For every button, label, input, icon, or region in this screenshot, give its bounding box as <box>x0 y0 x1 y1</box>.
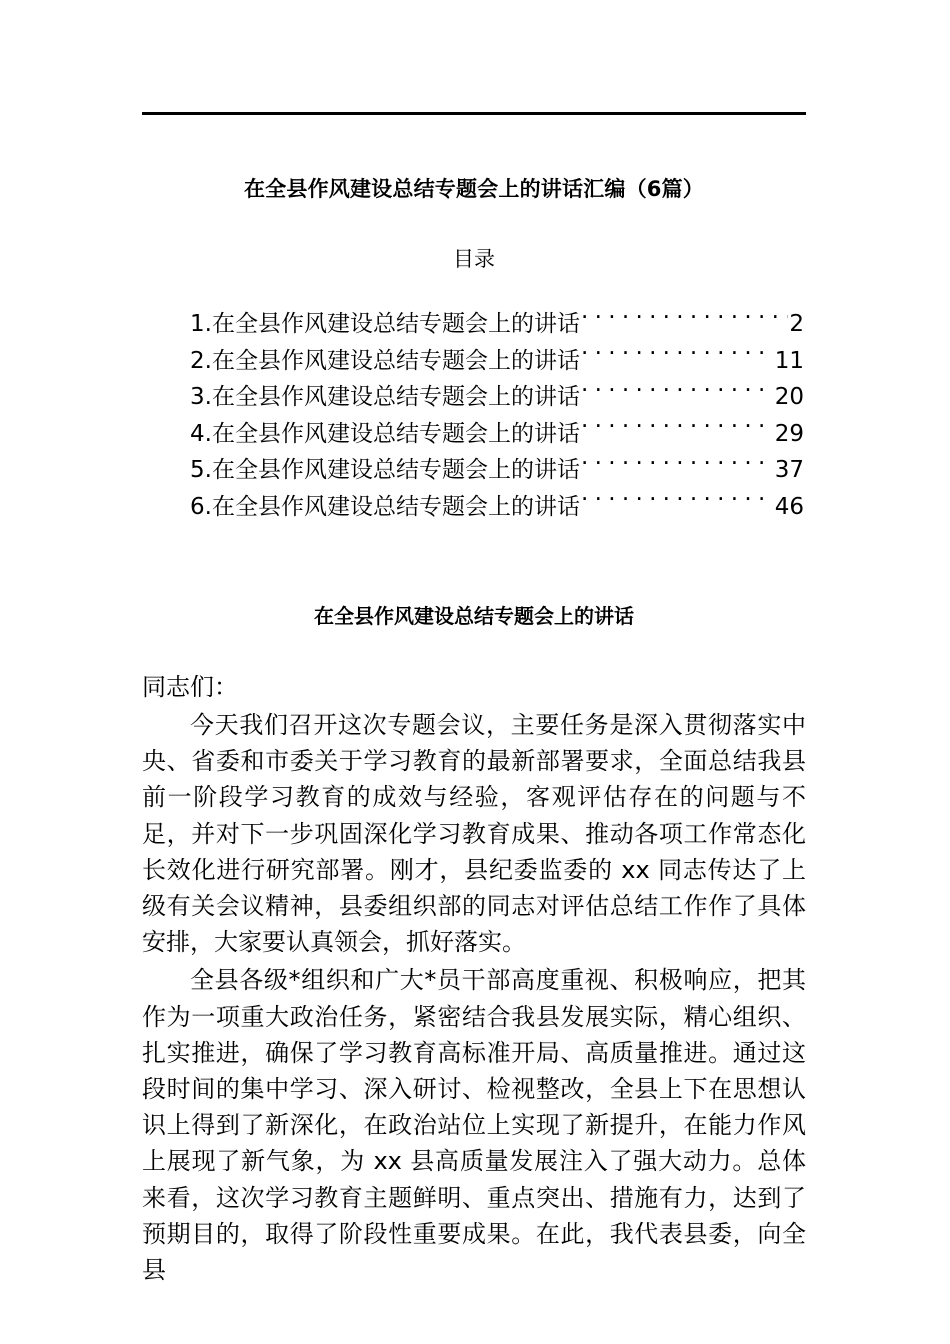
toc-entry-label: 4.在全县作风建设总结专题会上的讲话 <box>190 420 580 447</box>
toc-entry-label: 1.在全县作风建设总结专题会上的讲话 <box>190 311 580 337</box>
toc-entry-page: 20 <box>774 384 804 410</box>
toc-entry-page: 37 <box>774 457 804 483</box>
toc-entry-page: 29 <box>774 420 804 447</box>
body-paragraph: 全县各级*组织和广大*员干部高度重视、积极响应，把其作为一项重大政治任务，紧密结合我县发展实际，精心组织、扎实推进，确保了学习教育高标准开局、高质量推进。通过这段时间的集中学习、深入研讨、检视整改，全县上下在思想认识上得到了新深化，在政治站位上实现了新提升，在能力作风上展现了新气象，为 xx 县高质量发展注入了强大动力。总体来看，这次学习教育主题鲜明、重点突出、措施有力，达到了预期目的，取得了阶段性重要成果。在此，我代表县委，向全县 <box>142 966 806 1285</box>
body-text <box>142 669 806 1288</box>
toc-entry[interactable] <box>142 416 806 453</box>
document-title: 在全县作风建设总结专题会上的讲话汇编（6篇） <box>243 177 704 201</box>
toc-leader-dots <box>581 491 774 514</box>
header-rule <box>142 112 806 115</box>
section-heading: 在全县作风建设总结专题会上的讲话 <box>314 604 634 628</box>
body-paragraph: 今天我们召开这次专题会议，主要任务是深入贯彻落实中央、省委和市委关于学习教育的最新部署要求，全面总结我县前一阶段学习教育的成效与经验，客观评估存在的问题与不足，并对下一步巩固深化学习教育成果、推动各项工作常态化长效化进行研究部署。刚才，县纪委监委的 xx 同志传达了上级有关会议精神，县委组织部的同志对评估总结工作作了具体安排，大家要认真领会，抓好落实。 <box>142 711 806 957</box>
toc-entry[interactable] <box>142 306 806 343</box>
toc-leader-dots <box>581 454 774 477</box>
page-content <box>142 150 806 1288</box>
toc-entry[interactable] <box>142 489 806 526</box>
salutation: 同志们： <box>142 673 238 701</box>
toc-entry-label: 6.在全县作风建设总结专题会上的讲话 <box>190 493 580 520</box>
toc-leader-dots <box>581 418 774 441</box>
toc-entry-page: 11 <box>774 347 804 374</box>
toc-entry-label: 3.在全县作风建设总结专题会上的讲话 <box>190 384 580 410</box>
toc-entry-page: 2 <box>789 311 804 337</box>
toc-leader-dots <box>581 308 788 331</box>
toc-entry[interactable] <box>142 379 806 416</box>
toc-entry[interactable] <box>142 343 806 380</box>
toc-entry-page: 46 <box>774 493 804 520</box>
toc-entry-label: 5.在全县作风建设总结专题会上的讲话 <box>190 457 580 483</box>
toc-heading: 目录 <box>453 247 495 271</box>
toc-leader-dots <box>581 381 774 404</box>
toc-entry[interactable] <box>142 452 806 489</box>
toc-entry-label: 2.在全县作风建设总结专题会上的讲话 <box>190 347 580 374</box>
toc-list <box>142 306 806 525</box>
toc-leader-dots <box>581 345 774 368</box>
